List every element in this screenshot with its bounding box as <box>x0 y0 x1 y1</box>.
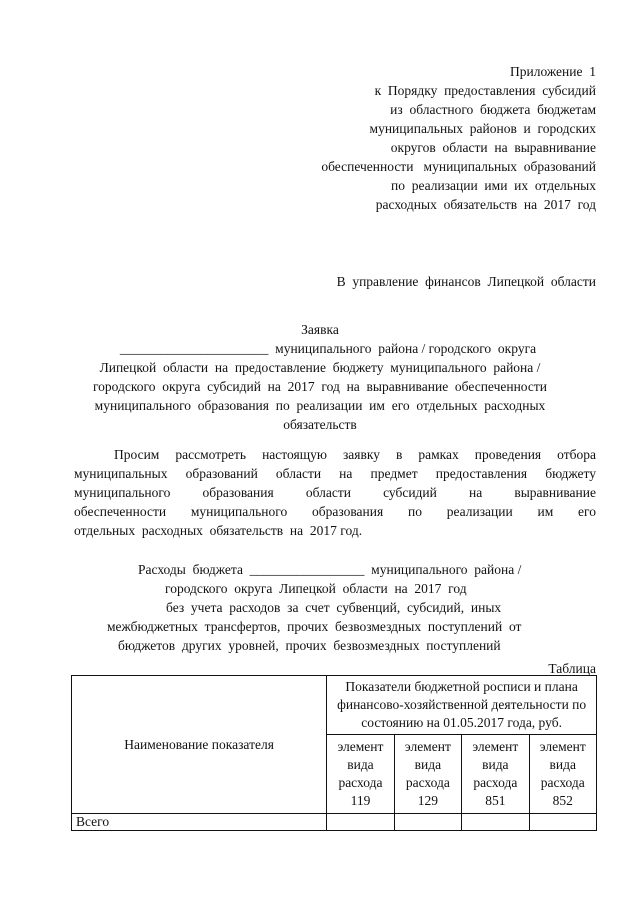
expenses-table <box>71 675 597 831</box>
body-line: отдельных расходных обязательств на 2017 год. <box>74 523 363 538</box>
appendix-line: по реализации ими их отдельных <box>390 178 596 193</box>
column-header-code: 851 <box>485 793 506 808</box>
appendix-line: Приложение 1 <box>510 64 596 79</box>
expenses-line: Расходы бюджета _________________ муниципального района / <box>138 562 522 577</box>
column-header-line: расхода <box>338 775 383 790</box>
indicators-group-header: Показатели бюджетной росписи и плана финансово-хозяйственной деятельности по состоянию на 01.05.2017 года, руб. <box>327 676 597 735</box>
appendix-line: из областного бюджета бюджетам <box>390 102 596 117</box>
request-title: Заявка <box>301 322 339 337</box>
table-cell[interactable] <box>394 814 461 831</box>
column-header-129 <box>394 735 461 814</box>
column-header-line: расхода <box>540 775 585 790</box>
table-caption: Таблица <box>548 661 596 676</box>
request-line: ______________________ муниципального района / городского округа <box>119 341 537 356</box>
column-header-code: 129 <box>417 793 439 808</box>
expenses-line: без учета расходов за счет субвенций, субсидий, иных <box>166 600 502 615</box>
table-cell[interactable] <box>462 814 529 831</box>
column-header-852 <box>529 735 596 814</box>
column-header-line: вида <box>414 757 442 772</box>
column-header-line: расхода <box>405 775 450 790</box>
expenses-line: городского округа Липецкой области на 2017 год <box>165 581 467 596</box>
column-header-119 <box>327 735 394 814</box>
column-header-line: вида <box>347 757 374 772</box>
body-line: Просим рассмотреть настоящую заявку в рамках проведения отбора <box>114 447 596 462</box>
appendix-line: округов области на выравнивание <box>390 140 596 155</box>
table-header-row <box>72 676 597 735</box>
row-label-total: Всего <box>72 814 327 831</box>
request-line: Липецкой области на предоставление бюджету муниципального района / <box>99 360 541 375</box>
appendix-line: обеспеченности муниципальных образований <box>321 159 596 174</box>
table-row <box>72 814 597 831</box>
column-header-code: 119 <box>350 793 371 808</box>
request-line: городского округа субсидий на 2017 год на выравнивание обеспеченности <box>92 379 548 394</box>
column-header-line: вида <box>482 757 509 772</box>
request-line: обязательств <box>283 417 357 432</box>
appendix-line: муниципальных районов и городских <box>369 121 596 136</box>
column-header-line: элемент <box>472 739 519 754</box>
table-cell[interactable] <box>327 814 394 831</box>
name-column-header: Наименование показателя <box>72 676 327 814</box>
body-line: обеспеченности муниципального образования по реализации им его <box>74 504 596 519</box>
appendix-line: расходных обязательств на 2017 год <box>375 197 596 212</box>
expenses-line: бюджетов других уровней, прочих безвозмездных поступлений <box>118 638 501 653</box>
column-header-line: расхода <box>473 775 518 790</box>
column-header-line: элемент <box>404 739 451 754</box>
column-header-code: 852 <box>552 793 573 808</box>
expenses-line: межбюджетных трансфертов, прочих безвозмездных поступлений от <box>107 619 522 634</box>
body-line: муниципальных образований области на предмет предоставления бюджету <box>74 466 596 481</box>
column-header-line: элемент <box>539 739 586 754</box>
column-header-851 <box>462 735 529 814</box>
addressee: В управление финансов Липецкой области <box>336 274 596 289</box>
appendix-line: к Порядку предоставления субсидий <box>374 83 596 98</box>
column-header-line: элемент <box>337 739 384 754</box>
request-line: муниципального образования по реализации им его отдельных расходных <box>94 398 546 413</box>
table-cell[interactable] <box>529 814 596 831</box>
column-header-line: вида <box>549 757 576 772</box>
body-line: муниципального образования области субсидий на выравнивание <box>74 485 596 500</box>
